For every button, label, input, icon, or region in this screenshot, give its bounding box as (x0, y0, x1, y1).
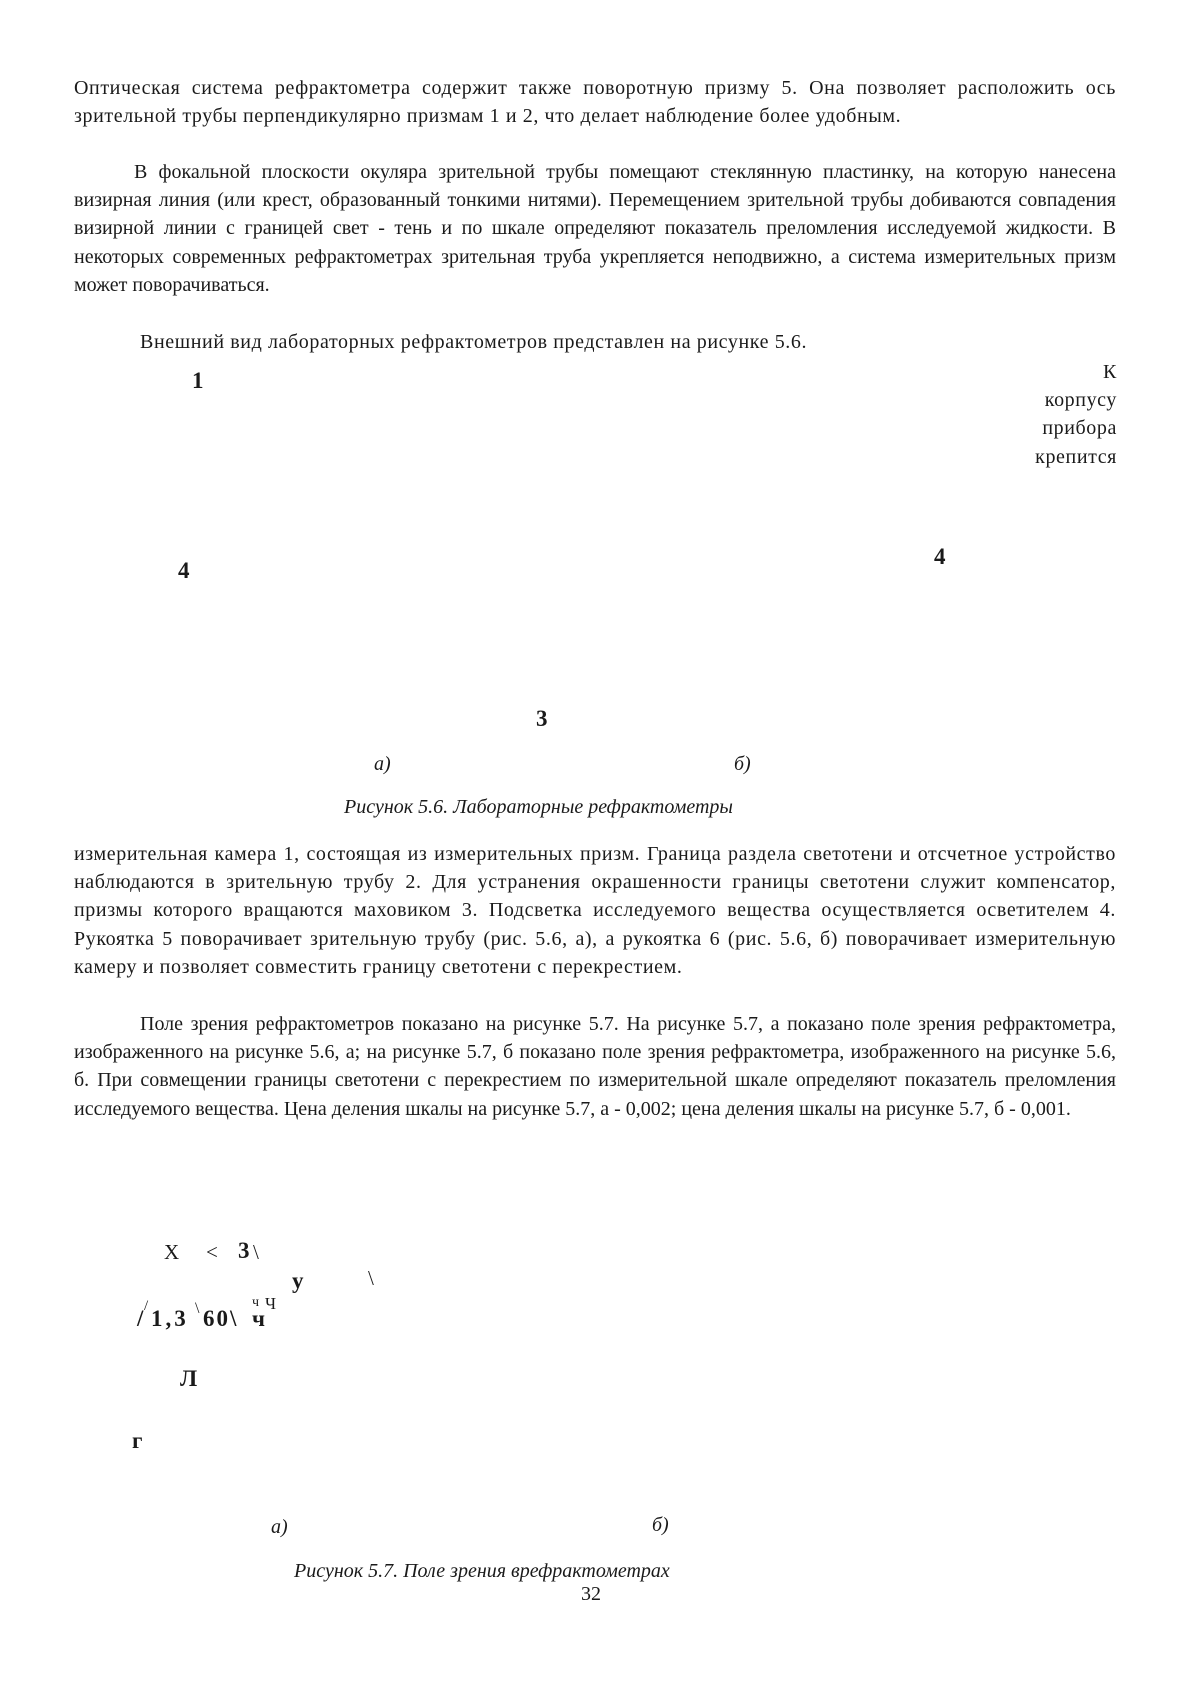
fig57-caption: Рисунок 5.7. Поле зрения врефрактометрах (294, 1560, 670, 1582)
fig56-sublabel-b: б) (734, 753, 751, 775)
side-note-line: К (1103, 361, 1117, 383)
fig56-sublabel-a: а) (374, 753, 391, 775)
fig56-label-1: 1 (192, 368, 204, 393)
fig57-fragment-ch: ч (252, 1306, 265, 1331)
fig57-fragment-x: X (164, 1240, 180, 1264)
fig57-fragment-g: г (132, 1428, 143, 1453)
paragraph-prism: Оптическая система рефрактометра содержит также поворотную призму 5. Она позволяет расположить ось зрительной трубы перпендикулярно призмам 1 и 2, что делает наблюдение более удобным. (74, 77, 1116, 128)
fig56-label-3: 3 (536, 706, 548, 731)
fig57-fragment-backslash-small: \ (195, 1300, 200, 1317)
side-note-line: крепится (1035, 445, 1117, 468)
fig57-fragment-reading: 1,3 (151, 1306, 189, 1331)
paragraph-eyepiece: В фокальной плоскости окуляра зрительной трубы помещают стеклянную пластинку, на которую нанесена визирная линия (или крест, образованный тонкими нитями). Перемещением зрительной трубы добиваются совпадения визирной линии с границей свет - тень и по шкале определяют показатель преломления исследуемой жидкости. В некоторых современных рефрактометрах зрительная труба укрепляется неподвижно, а система измерительных призм может поворачиваться. (74, 161, 1116, 296)
fig56-label-4-right: 4 (934, 544, 946, 569)
fig56-side-note (1035, 358, 1117, 471)
fig57-fragment-slash-small: / (144, 1298, 149, 1314)
side-note-line: прибора (1042, 417, 1117, 440)
fig57-fragment-backslash: \ (368, 1266, 374, 1290)
fig57-fragment-ch-small: ч (252, 1295, 260, 1310)
fig57-fragment-reading-tail: 60\ (203, 1306, 239, 1331)
fig57-sublabel-b: б) (652, 1514, 669, 1536)
paragraph-field-of-view: Поле зрения рефрактометров показано на рисунке 5.7. На рисунке 5.7, а показано поле зрения рефрактометра, изображенного на рисунке 5.6, а; на рисунке 5.7, б показано поле зрения рефрактометра, изображенного на рисунке 5.6, б. При совмещении границы светотени с перекрестием по измерительной шкале определяют показатель преломления исследуемого вещества. Цена деления шкалы на рисунке 5.7, а - 0,002; цена деления шкалы на рисунке 5.7, б - 0,001. (74, 1013, 1116, 1120)
fig57-fragment-l: Л (180, 1366, 198, 1391)
fig57-fragment-lt: < (206, 1240, 218, 1264)
fig57-fragment-3: 3 (238, 1238, 250, 1263)
side-note-line: корпусу (1044, 389, 1117, 412)
fig56-label-4-left: 4 (178, 558, 190, 583)
fig57-fragment-u: у (292, 1268, 304, 1293)
fig57-sublabel-a: а) (271, 1516, 288, 1538)
fig57-fragment-slash: / (137, 1306, 144, 1331)
paragraph-figure-intro: Внешний вид лабораторных рефрактометров представлен на рисунке 5.6. (140, 331, 808, 353)
fig57-fragment-ch-upper: Ч (265, 1294, 277, 1313)
page-number: 32 (581, 1583, 601, 1605)
fig56-caption: Рисунок 5.6. Лабораторные рефрактометры (344, 796, 733, 818)
fig57-fragment-backslash: \ (253, 1240, 259, 1264)
paragraph-chamber: измерительная камера 1, состоящая из измерительных призм. Граница раздела светотени и отсчетное устройство наблюдаются в зрительную трубу 2. Для устранения окрашенности границы светотени служит компенсатор, призмы которого вращаются маховиком 3. Подсветка исследуемого вещества осуществляется осветителем 4. Рукоятка 5 поворачивает зрительную трубу (рис. 5.6, а), а рукоятка 6 (рис. 5.6, б) поворачивает измерительную камеру и позволяет совместить границу светотени с перекрестием. (74, 843, 1116, 978)
